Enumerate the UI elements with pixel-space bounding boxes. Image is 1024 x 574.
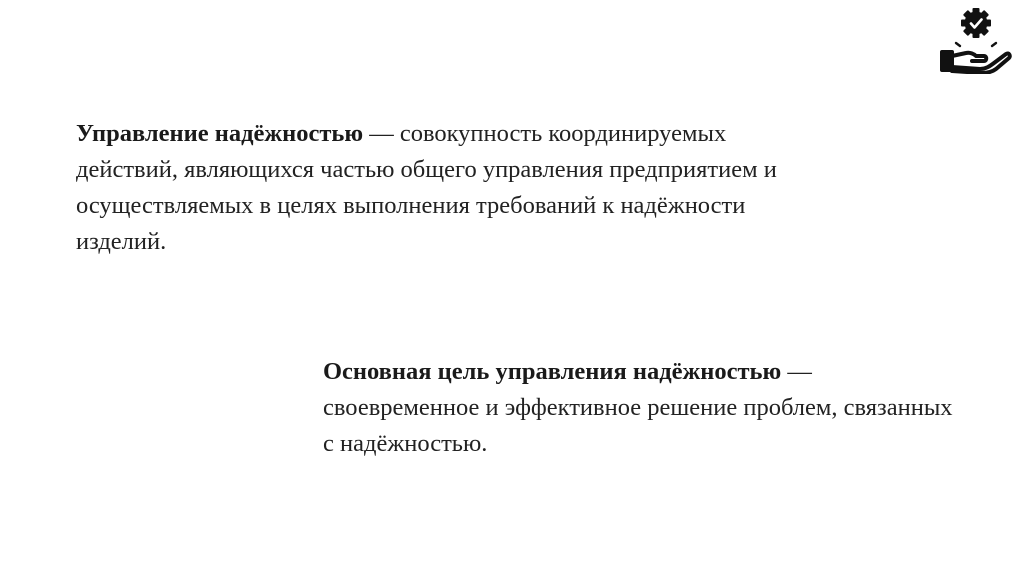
goal-body: — своевременное и эффективное решение проблем, связанных с надёжностью. — [323, 358, 953, 457]
goal-term: Основная цель управления надёжностью — [323, 358, 782, 385]
definition-paragraph — [76, 116, 806, 260]
definition-body: — совокупность координируемых действий, являющихся частью общего управления предприятием и осуществляемых в целях выполнения требований к надёжности изделий. — [76, 120, 777, 255]
hand-holding-gear-check-icon — [936, 6, 1016, 74]
goal-paragraph — [323, 354, 963, 462]
definition-term: Управление надёжностью — [76, 120, 364, 147]
